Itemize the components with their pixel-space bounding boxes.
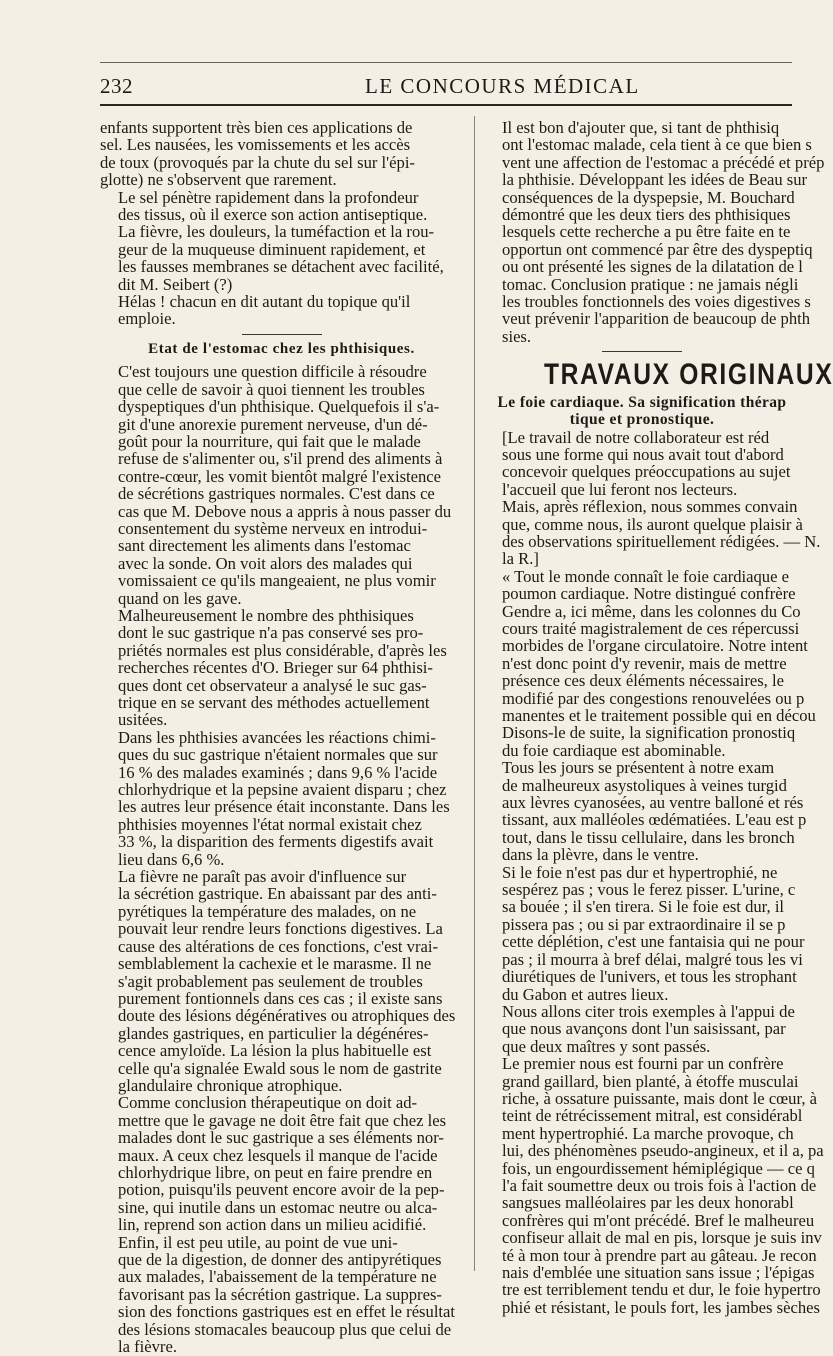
text-line: geur de la muqueuse diminuent rapidement, et xyxy=(118,239,426,259)
paragraph xyxy=(484,566,816,725)
section-banner: TRAVAUX ORIGINAUX xyxy=(544,358,833,392)
article-title-line: Le foie cardiaque. Sa signification thérap xyxy=(497,393,787,411)
text-line: présence ces deux éléments nécessaires, le xyxy=(502,671,784,691)
text-line: poumon cardiaque. Notre distingué confrère xyxy=(502,584,796,604)
text-line: [Le travail de notre collaborateur est réd xyxy=(502,427,770,447)
text-line: phié et résistant, le pouls fort, les jambes sèches xyxy=(502,1297,820,1317)
text-line: pas ; il mourra à bref délai, malgré tous les vi xyxy=(502,949,803,969)
section-heading: Etat de l'estomac chez les phthisiques. xyxy=(148,340,415,357)
text-line: l'a fait soumettre deux ou trois fois à l'action de xyxy=(502,1175,817,1195)
paragraph xyxy=(484,758,807,865)
text-line: sion des fonctions gastriques est en effet le résultat xyxy=(118,1302,456,1322)
text-line: La fièvre ne paraît pas avoir d'influence sur xyxy=(118,867,407,887)
text-line: cause des altérations de ces fonctions, c'est vrai- xyxy=(118,936,438,956)
text-line: Si le foie n'est pas dur et hypertrophié, ne xyxy=(502,862,778,882)
text-line: des lésions stomacales beaucoup plus que celui de xyxy=(118,1319,452,1339)
page-header xyxy=(100,68,790,102)
left-column xyxy=(100,119,463,1355)
text-line: pouvait leur rendre leurs fonctions digestives. La xyxy=(118,919,443,939)
text-line: Malheureusement le nombre des phthisiques xyxy=(118,605,414,625)
text-line: sa bouée ; il s'en tirera. Si le foie est dur, il xyxy=(502,897,785,917)
text-line: manentes et le traitement possible qui en décou xyxy=(502,706,816,725)
text-line: favorisant pas la sécrétion gastrique. La suppres- xyxy=(118,1284,442,1304)
text-line: confrères qui m'ont précédé. Bref le malheureu xyxy=(502,1210,815,1230)
text-line: Disons-le de suite, la signification pronostiq xyxy=(502,723,796,743)
text-line: teint de rétrécissement mitral, est considérabl xyxy=(502,1106,803,1126)
text-line: ou ont présenté les signes de la dilatation de l xyxy=(502,257,803,277)
text-line: sous une forme qui nous avait tout d'abord xyxy=(502,444,784,464)
text-line: vomissaient ce qu'ils mangeaient, ne plus vomir xyxy=(118,571,436,591)
text-line: du foie cardiaque est abominable. xyxy=(502,740,726,760)
text-line: celle qu'a signalée Ewald sous le nom de gastrite xyxy=(118,1058,442,1078)
text-line: les troubles fonctionnels des voies digestives s xyxy=(502,292,811,312)
article-title-line: tique et pronostique. xyxy=(569,411,715,429)
text-line: usitées. xyxy=(118,710,168,730)
text-line: potion, puisqu'ils peuvent encore avoir de la pep- xyxy=(118,1180,445,1200)
text-line: mettre que le gavage ne doit être fait que chez les xyxy=(118,1110,447,1130)
text-line: nais d'emblée une situation sans issue ; l'épigas xyxy=(502,1263,815,1282)
text-line: que de la digestion, de donner des antipyrétiques xyxy=(118,1250,442,1269)
text-line: dyspeptiques d'un phthisique. Quelquefois il s'a- xyxy=(118,397,440,417)
text-line: goût pour la nourriture, qui fait que le malade xyxy=(118,431,421,451)
text-line: cette déplétion, c'est une fantaisia qui ne pour xyxy=(502,932,805,952)
text-line: Le sel pénètre rapidement dans la profondeur xyxy=(118,187,419,207)
text-line: recherches récentes d'O. Brieger sur 64 phthisi- xyxy=(118,658,433,678)
text-line: aux lèvres cyanosées, au ventre balloné et rés xyxy=(502,793,804,813)
text-line: 16 % des malades examinés ; dans 9,6 % l'acide xyxy=(118,762,438,782)
text-line: la sécrétion gastrique. En abaissant par des anti- xyxy=(118,884,437,904)
text-line: n'est donc point d'y revenir, mais de mettre xyxy=(502,653,787,673)
text-line: des observations spirituellement rédigées. — N. xyxy=(502,531,821,551)
text-line: cours traité magistralement de ces répercussi xyxy=(502,618,800,638)
paragraph xyxy=(484,429,800,499)
section-rule xyxy=(242,334,322,335)
text-line: diurétiques de l'univers, et tous les strophant xyxy=(502,967,797,987)
text-line: Mais, après réflexion, nous sommes convain xyxy=(502,497,798,517)
text-line: riche, à ossature puissante, mais dont le cœur, à xyxy=(502,1088,817,1108)
text-line: veut prévenir l'apparition de beaucoup de phth xyxy=(502,309,811,329)
text-line: dans la plèvre, dans le ventre. xyxy=(502,845,699,865)
text-line: lui, des phénomènes pseudo-angineux, et il a, pa xyxy=(502,1141,824,1161)
text-line: la phthisie. Développant les idées de Beau sur xyxy=(502,170,808,190)
text-line: que, comme nous, ils auront quelque plaisir à xyxy=(502,514,803,534)
text-line: trique en se servant des méthodes actuellement xyxy=(118,693,430,712)
text-line: doute des lésions dégénératives ou atrophiques des xyxy=(118,1006,456,1026)
text-line: la fièvre. xyxy=(118,1337,177,1356)
text-line: la R.] xyxy=(502,549,539,569)
text-line: ques du suc gastrique n'étaient normales que sur xyxy=(118,745,438,765)
text-line: contre-cœur, les vomit bientôt malgré l'existence xyxy=(118,466,442,486)
paragraph xyxy=(100,729,463,868)
article-title xyxy=(484,394,800,429)
text-line: opportun ont commencé par être des dyspeptiq xyxy=(502,239,813,259)
text-line: sel. Les nausées, les vomissements et les accès xyxy=(100,135,411,155)
text-line: du Gabon et autres lieux. xyxy=(502,984,669,1004)
paragraph xyxy=(100,868,463,1094)
text-line: cas que M. Debove nous a appris à nous passer du xyxy=(118,501,452,521)
text-line: tout, dans le tissu cellulaire, dans les bronch xyxy=(502,827,795,847)
text-line: git d'une anorexie purement nerveuse, d'un dé- xyxy=(118,414,428,434)
text-line: consentement du système nerveux en introdui- xyxy=(118,518,428,538)
text-line: morbides de l'organe circulatoire. Notre intent xyxy=(502,636,808,656)
text-line: pissera pas ; ou si par extraordinaire il se p xyxy=(502,914,786,934)
text-line: ment hypertrophié. La marche provoque, ch xyxy=(502,1123,794,1143)
text-line: grand gaillard, bien planté, à étoffe musculai xyxy=(502,1071,799,1091)
text-line: aux malades, l'abaissement de la température ne xyxy=(118,1267,437,1287)
text-line: dit M. Seibert (?) xyxy=(118,274,233,294)
text-line: l'accueil que lui feront nos lecteurs. xyxy=(502,479,738,499)
text-line: emploie. xyxy=(118,309,176,329)
text-line: lin, reprend son action dans un milieu acidifié. xyxy=(118,1215,427,1235)
text-line: tissant, aux malléoles œdématiées. L'eau est p xyxy=(502,810,807,830)
text-line: vent une affection de l'estomac a précédé et prép xyxy=(502,152,825,172)
text-line: dont le suc gastrique n'a pas conservé ses pro- xyxy=(118,623,424,643)
text-line: sine, qui inutile dans un estomac neutre ou alca- xyxy=(118,1197,438,1217)
right-column xyxy=(484,118,833,1317)
text-line: concevoir quelques préoccupations au sujet xyxy=(502,462,791,482)
text-line: modifié par des congestions renouvelées ou p xyxy=(502,688,805,708)
text-line: de sécrétions gastriques normales. C'est dans ce xyxy=(118,484,435,504)
text-line: priétés normales est plus considérable, d'après les xyxy=(118,640,447,660)
text-line: Comme conclusion thérapeutique on doit ad- xyxy=(118,1093,418,1113)
column-divider xyxy=(474,116,475,1271)
text-line: Dans les phthisies avancées les réactions chimi- xyxy=(118,727,436,747)
text-line: Nous allons citer trois exemples à l'appui de xyxy=(502,1001,795,1021)
paragraph xyxy=(100,189,463,293)
text-line: Hélas ! chacun en dit autant du topique qu'il xyxy=(118,292,411,312)
paragraph xyxy=(100,1094,463,1355)
text-line: sangsues malléolaires par les deux honorabl xyxy=(502,1193,794,1213)
text-line: chlorhydrique et la pepsine avaient disparu ; chez xyxy=(118,780,447,800)
text-line: Le premier nous est fourni par un confrère xyxy=(502,1054,784,1074)
paragraph xyxy=(484,1003,800,1055)
text-line: que nous avançons dont l'un saisissant, par xyxy=(502,1019,786,1039)
text-line: les fausses membranes se détachent avec facilité, xyxy=(118,257,444,277)
text-line: des tissus, où il exerce son action antiseptique. xyxy=(118,205,428,225)
text-line: confiseur allait de mal en pis, lorsque je suis inv xyxy=(502,1228,822,1248)
text-line: démontré que les deux tiers des phthisiques xyxy=(502,205,791,225)
text-line: que deux maîtres y sont passés. xyxy=(502,1036,711,1056)
section-rule xyxy=(602,351,682,352)
text-line: La fièvre, les douleurs, la tuméfaction et la rou- xyxy=(118,222,435,242)
text-line: quand on les gave. xyxy=(118,588,242,608)
text-line: tomac. Conclusion pratique : ne jamais négli xyxy=(502,274,799,294)
text-line: Tous les jours se présentent à notre exam xyxy=(502,758,775,778)
text-line: « Tout le monde connaît le foie cardiaque e xyxy=(502,566,789,586)
header-rule xyxy=(100,104,792,106)
text-line: Enfin, il est peu utile, au point de vue uni- xyxy=(118,1232,398,1252)
paragraph xyxy=(484,497,821,569)
paragraph xyxy=(484,724,800,759)
text-line: lieu dans 6,6 %. xyxy=(118,849,225,869)
text-line: ques dont cet observateur a analysé le suc gas- xyxy=(118,675,427,695)
text-line: 33 %, la disparition des ferments digestifs avait xyxy=(118,832,434,852)
text-line: enfants supportent très bien ces applications de xyxy=(100,118,413,137)
text-line: purement fontionnels dans ces cas ; il existe sans xyxy=(118,988,443,1008)
text-line: s'agit probablement pas seulement de troubles xyxy=(118,971,423,991)
paragraph xyxy=(100,119,463,189)
text-line: phthisies moyennes l'état normal existait chez xyxy=(118,814,422,834)
text-line: té à mon tour à prendre part au gâteau. Je recon xyxy=(502,1245,817,1265)
text-line: pyrétiques la température des malades, on ne xyxy=(118,901,417,921)
paragraph xyxy=(100,607,463,729)
text-line: fois, un engourdissement hémiplégique — ce q xyxy=(502,1158,815,1178)
page-number: 232 xyxy=(100,74,133,98)
text-line: malades dont le suc gastrique a ses éléments nor- xyxy=(118,1128,444,1148)
paragraph xyxy=(484,118,825,346)
text-line: cence amyloïde. La lésion la plus habituelle est xyxy=(118,1041,432,1061)
text-line: ont l'estomac malade, cela tient à ce que bien s xyxy=(502,135,812,155)
text-line: de toux (provoqués par la chute du sel sur l'épi- xyxy=(100,152,415,172)
paragraph xyxy=(100,363,463,607)
text-line: glandes gastriques, en particulier la dégénéres- xyxy=(118,1023,429,1043)
text-line: semblablement la cachexie et le marasme. Il ne xyxy=(118,954,432,974)
text-line: sant directement les aliments dans l'estomac xyxy=(118,536,411,556)
text-line: les autres leur présence était inconstante. Dans les xyxy=(118,797,450,817)
paragraph xyxy=(484,862,805,1004)
running-title: LE CONCOURS MÉDICAL xyxy=(365,74,640,98)
text-line: de malheureux asystoliques à veines turgid xyxy=(502,775,787,795)
text-line: Gendre a, ici même, dans les colonnes du Co xyxy=(502,601,801,621)
top-rule xyxy=(100,62,792,63)
text-line: sespérez pas ; vous le ferez pisser. L'urine, c xyxy=(502,880,796,900)
text-line: C'est toujours une question difficile à résoudre xyxy=(118,362,427,382)
text-line: glandulaire chronique atrophique. xyxy=(118,1075,343,1095)
paragraph xyxy=(484,1054,824,1317)
paragraph xyxy=(100,293,463,328)
text-line: Il est bon d'ajouter que, si tant de phthisiq xyxy=(502,118,780,137)
text-line: avec la sonde. On voit alors des malades qui xyxy=(118,553,413,573)
text-line: que celle de savoir à quoi tiennent les troubles xyxy=(118,379,425,399)
text-line: chlorhydrique libre, on peut en faire prendre en xyxy=(118,1162,433,1182)
text-line: refuse de s'alimenter ou, s'il prend des aliments à xyxy=(118,449,443,469)
text-line: maux. A ceux chez lesquels il manque de l'acide xyxy=(118,1145,438,1165)
text-line: lesquels cette recherche a pu être faite en te xyxy=(502,222,791,242)
text-line: tre est terriblement tendu et dur, le foie hypertro xyxy=(502,1280,821,1300)
text-line: glotte) ne s'observent que rarement. xyxy=(100,170,337,190)
text-line: conséquences de la dyspepsie, M. Bouchard xyxy=(502,187,795,207)
text-line: sies. xyxy=(502,326,532,346)
